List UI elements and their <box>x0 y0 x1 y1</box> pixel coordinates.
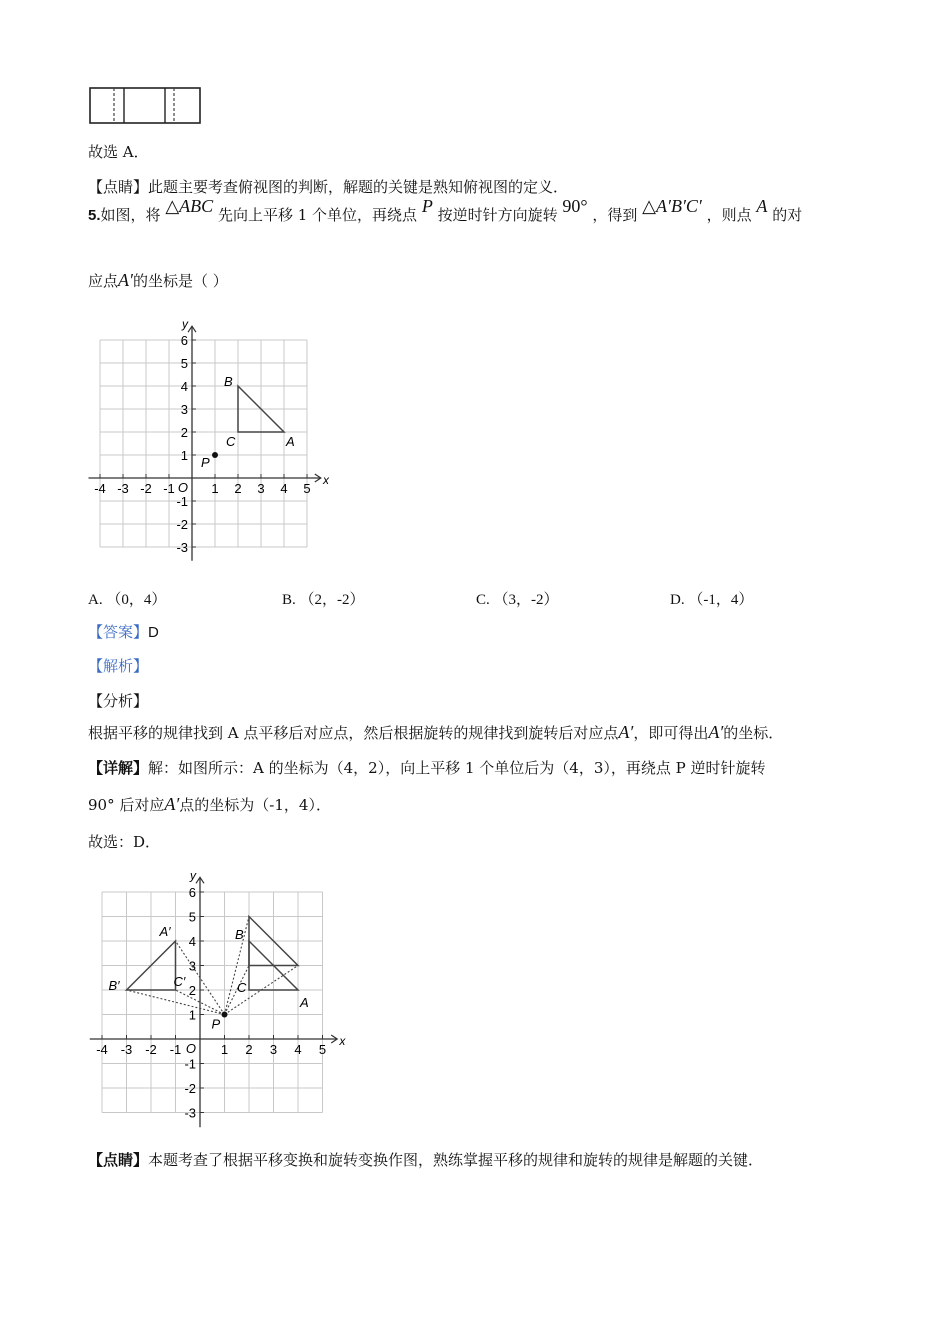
y-tick-label: -1 <box>176 494 188 509</box>
fenxi-tag: 【分析】 <box>88 692 149 710</box>
x-tick-label: 2 <box>234 481 242 496</box>
triangle-abc: △ABC <box>165 196 214 216</box>
y-tick-label: 4 <box>180 379 188 394</box>
option-a[interactable]: A. （0，4） <box>88 592 167 608</box>
label-b-prime: B′ <box>108 978 120 993</box>
y-tick-label: 5 <box>188 909 196 925</box>
answer-line <box>88 621 159 642</box>
y-tick-label: -2 <box>184 1081 196 1096</box>
x-tick-label: -1 <box>169 1042 182 1057</box>
x-tick-label: 1 <box>211 481 219 496</box>
x-tick-label: -2 <box>145 1042 157 1057</box>
label-c: C <box>237 980 247 995</box>
analysis-tag: 【解析】 <box>88 657 149 675</box>
x-tick-label: -4 <box>96 1042 108 1057</box>
prev-comment <box>88 176 568 197</box>
x-tick-label: -3 <box>120 1042 133 1057</box>
answer-tag: 【答案】 <box>88 623 149 641</box>
x-tick-label: 5 <box>318 1042 327 1057</box>
x-tick-label: 1 <box>220 1042 229 1057</box>
option-d[interactable]: D. （-1，4） <box>670 592 754 608</box>
y-tick-label: 3 <box>188 958 196 974</box>
y-tick-label: 6 <box>180 333 188 348</box>
comment-text: 此题主要考查俯视图的判断，解题的关键是熟知俯视图的定义． <box>148 178 569 196</box>
origin-label: O <box>185 1041 196 1056</box>
coordinate-graph-1 <box>80 308 340 568</box>
x-tick-label: 2 <box>245 1042 253 1057</box>
y-tick-label: 2 <box>188 983 196 998</box>
label-a: A <box>300 995 309 1010</box>
label-c: C <box>226 434 236 449</box>
question-line-2: 应点A′的坐标是（ ） <box>88 270 228 290</box>
coordinate-graph-2 <box>80 862 355 1137</box>
x-axis-label: x <box>322 473 329 487</box>
y-axis-label: y <box>182 317 188 332</box>
label-b: B <box>235 927 244 942</box>
label-a: A <box>286 434 295 449</box>
y-tick-label: 2 <box>180 425 188 440</box>
y-tick-label: 1 <box>188 1007 196 1023</box>
comment-tag: 【点睛】 <box>88 178 149 196</box>
point-a-prime: A′ <box>118 270 133 290</box>
y-tick-label: 3 <box>180 402 188 417</box>
x-axis-label: x <box>339 1034 346 1048</box>
x-tick-label: 4 <box>280 481 288 496</box>
y-tick-label: 5 <box>180 356 188 371</box>
label-a-prime: A′ <box>159 924 171 939</box>
answer-value: D <box>148 624 159 641</box>
detail-tag: 【详解】 <box>88 759 149 777</box>
label-b: B <box>224 374 233 389</box>
point-p-dot <box>212 452 218 458</box>
prev-conclusion: 故选 A． <box>88 143 149 161</box>
x-tick-label: 5 <box>303 481 311 496</box>
top-view-figure <box>88 86 204 126</box>
y-tick-label: -3 <box>176 540 188 555</box>
y-tick-label: -1 <box>184 1056 196 1072</box>
x-tick-label: 4 <box>294 1042 302 1057</box>
x-tick-label: -2 <box>140 481 152 496</box>
origin-label: O <box>177 480 188 495</box>
option-c[interactable]: C. （3，-2） <box>476 592 559 608</box>
point-p-dot <box>222 1012 228 1018</box>
detail-line-1: 【详解】解：如图所示：A 的坐标为（4，2），向上平移 1 个单位后为（4，3），再绕点 P 逆时针旋转 <box>88 759 766 777</box>
point-a: A <box>756 196 768 216</box>
detail-conclusion: 故选：D． <box>88 833 161 851</box>
label-p: P <box>201 455 210 470</box>
label-p: P <box>211 1016 221 1032</box>
final-comment: 【点睛】本题考查了根据平移变换和旋转变换作图，熟练掌握平移的规律和旋转的规律是解题的关键． <box>88 1151 764 1169</box>
fenxi-text: 根据平移的规律找到 A 点平移后对应点，然后根据旋转的规律找到旋转后对应点A′，即可得出A′的坐标． <box>88 722 784 742</box>
option-b[interactable]: B. （2，-2） <box>282 592 365 608</box>
y-tick-label: -3 <box>184 1105 196 1121</box>
y-tick-label: 1 <box>180 448 188 463</box>
triangle-a1b1c1: △A′B′C′ <box>642 196 702 216</box>
detail-line-2: 90° 后对应A′点的坐标为（-1，4）． <box>88 794 331 814</box>
x-tick-label: 3 <box>269 1042 278 1057</box>
y-tick-label: -2 <box>176 517 188 532</box>
question-line-1: 5.如图，将 △ABC 先向上平移 1 个单位，再绕点 P 按逆时针方向旋转 90° ，得到 △A′B′C′ ，则点 A 的对 <box>88 196 803 224</box>
point-p: P <box>421 196 433 216</box>
x-tick-label: -1 <box>163 481 175 496</box>
angle-90: 90° <box>562 196 588 216</box>
x-tick-label: 3 <box>257 481 265 496</box>
question-number: 5. <box>88 207 101 224</box>
y-tick-label: 6 <box>188 885 196 900</box>
x-tick-label: -3 <box>117 481 129 496</box>
x-tick-label: -4 <box>94 481 106 496</box>
y-tick-label: 4 <box>188 934 196 949</box>
y-axis-label: y <box>190 868 196 883</box>
label-c-prime: C′ <box>173 974 186 989</box>
